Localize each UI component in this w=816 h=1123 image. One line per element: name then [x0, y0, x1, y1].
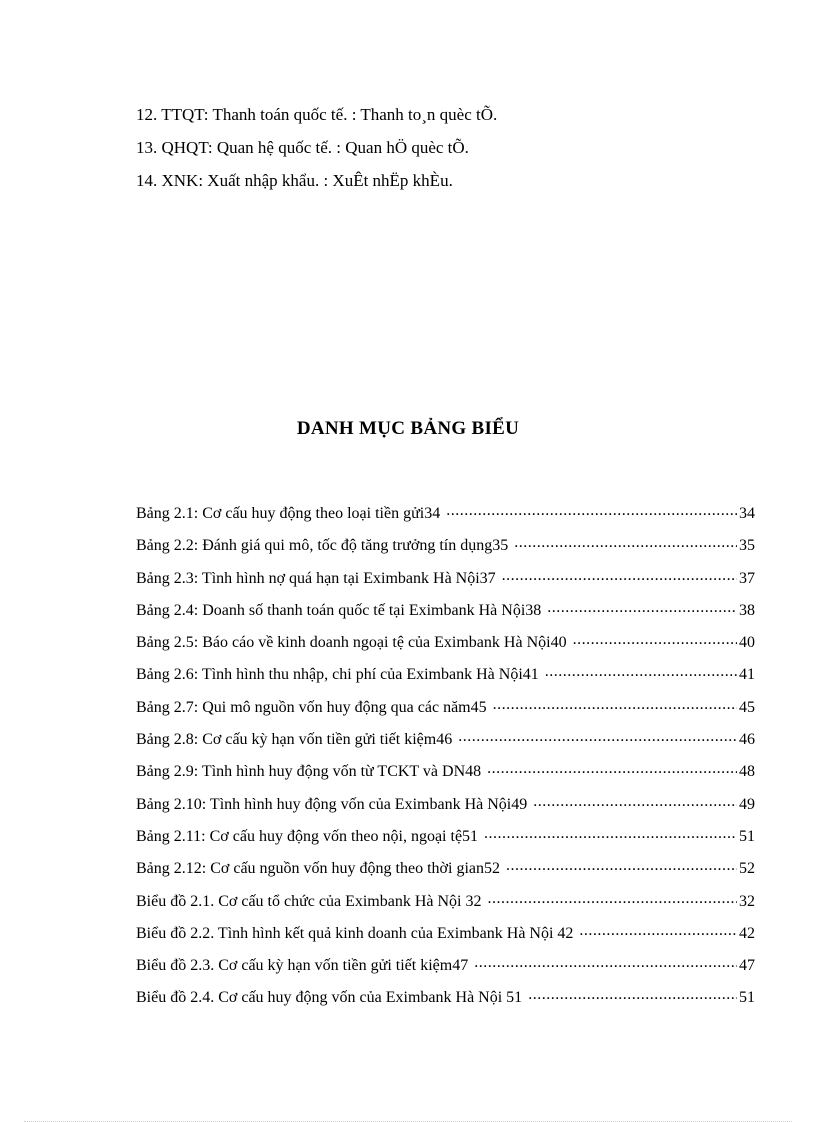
- toc-entry[interactable]: [136, 663, 755, 695]
- toc-entry-page: 51: [739, 989, 755, 1007]
- toc-entry-title: Biểu đồ 2.4. Cơ cấu huy động vốn của Eximbank Hà Nội 51: [136, 989, 523, 1007]
- toc-entry-page: 46: [739, 731, 755, 749]
- dot-leader: [474, 954, 737, 970]
- toc-entry[interactable]: [136, 857, 755, 889]
- toc-entry-title: Bảng 2.6: Tình hình thu nhập, chi phí của Eximbank Hà Nội41: [136, 666, 539, 684]
- abbreviation-item: 14. XNK: Xuất nhập khẩu. : XuÊt nhËp khÈu.: [136, 171, 453, 190]
- toc-entry-page: 41: [739, 666, 755, 684]
- toc-entry-title: Bảng 2.4: Doanh số thanh toán quốc tế tại Eximbank Hà Nội38: [136, 601, 542, 619]
- abbreviation-item: 12. TTQT: Thanh toán quốc tế. : Thanh to¸n quèc tÕ.: [136, 105, 498, 124]
- dot-leader: [484, 825, 737, 841]
- toc-entry-page: 45: [739, 698, 755, 716]
- toc-entry-page: 49: [739, 795, 755, 813]
- toc-entry[interactable]: [136, 954, 755, 986]
- toc-entry[interactable]: [136, 793, 755, 825]
- dot-leader: [487, 760, 737, 776]
- toc-entry-title: Biểu đồ 2.1. Cơ cấu tổ chức của Eximbank Hà Nội 32: [136, 892, 482, 910]
- toc-entry-page: 34: [739, 505, 755, 522]
- dot-leader: [506, 857, 737, 873]
- dot-leader: [493, 696, 737, 712]
- abbreviation-list: [136, 98, 756, 197]
- toc-entry[interactable]: [136, 631, 755, 663]
- toc-entry[interactable]: [136, 986, 755, 1018]
- toc-entry[interactable]: [136, 760, 755, 792]
- toc-entry-page: 51: [739, 827, 755, 845]
- toc-entry-title: Bảng 2.11: Cơ cấu huy động vốn theo nội, ngoại tệ51: [136, 827, 479, 845]
- toc-entry-title: Biểu đồ 2.2. Tình hình kết quả kinh doanh của Eximbank Hà Nội 42: [136, 924, 574, 942]
- dot-leader: [573, 631, 737, 647]
- toc-entry[interactable]: [136, 567, 755, 599]
- toc-entry[interactable]: [136, 696, 755, 728]
- abbreviation-item: 13. QHQT: Quan hệ quốc tế. : Quan hÖ quèc tÕ.: [136, 138, 469, 157]
- toc-entry-title: Bảng 2.2: Đánh giá qui mô, tốc độ tăng trưởng tín dụng35: [136, 537, 509, 555]
- dot-leader: [545, 663, 737, 679]
- toc-entry-page: 35: [739, 537, 755, 555]
- section-heading: DANH MỤC BẢNG BIỂU: [296, 418, 520, 439]
- toc-entry-title: Bảng 2.12: Cơ cấu nguồn vốn huy động theo thời gian52: [136, 860, 500, 878]
- page-bottom-rule: [24, 1121, 792, 1122]
- toc-entry-page: 40: [739, 634, 755, 652]
- toc-entry[interactable]: [136, 922, 755, 954]
- toc-entry-title: Biểu đồ 2.3. Cơ cấu kỳ hạn vốn tiền gửi tiết kiệm47: [136, 957, 469, 975]
- dot-leader: [446, 502, 737, 518]
- dot-leader: [502, 567, 737, 583]
- toc-entry-title: Bảng 2.1: Cơ cấu huy động theo loại tiền gửi34: [136, 505, 441, 522]
- toc-entry[interactable]: [136, 534, 755, 566]
- toc-entry-page: 48: [739, 763, 755, 781]
- toc-entry[interactable]: [136, 728, 755, 760]
- dot-leader: [579, 922, 737, 938]
- toc-entry-title: Bảng 2.10: Tình hình huy động vốn của Eximbank Hà Nội49: [136, 795, 528, 813]
- toc-entry-page: 52: [739, 860, 755, 878]
- toc-entry[interactable]: [136, 502, 755, 534]
- dot-leader: [533, 793, 737, 809]
- toc-entry-page: 32: [739, 892, 755, 910]
- toc-entry-title: Bảng 2.3: Tình hình nợ quá hạn tại Eximbank Hà Nội37: [136, 569, 496, 587]
- dot-leader: [514, 534, 737, 550]
- dot-leader: [458, 728, 737, 744]
- toc-entry-page: 38: [739, 601, 755, 619]
- dot-leader: [488, 890, 738, 906]
- toc-entry-title: Bảng 2.7: Qui mô nguồn vốn huy động qua các năm45: [136, 698, 487, 716]
- toc-entry-title: Bảng 2.9: Tình hình huy động vốn từ TCKT và DN48: [136, 763, 482, 781]
- toc-entry-page: 42: [739, 924, 755, 942]
- toc-entry-page: 37: [739, 569, 755, 587]
- dot-leader: [547, 599, 737, 615]
- toc-entry-title: Bảng 2.8: Cơ cấu kỳ hạn vốn tiền gửi tiết kiệm46: [136, 731, 453, 749]
- toc-entry-page: 47: [739, 957, 755, 975]
- table-of-figures: [136, 502, 755, 1019]
- toc-entry[interactable]: [136, 825, 755, 857]
- dot-leader: [528, 986, 737, 1002]
- toc-entry-title: Bảng 2.5: Báo cáo về kinh doanh ngoại tệ của Eximbank Hà Nội40: [136, 634, 567, 652]
- toc-entry[interactable]: [136, 890, 755, 922]
- toc-entry[interactable]: [136, 599, 755, 631]
